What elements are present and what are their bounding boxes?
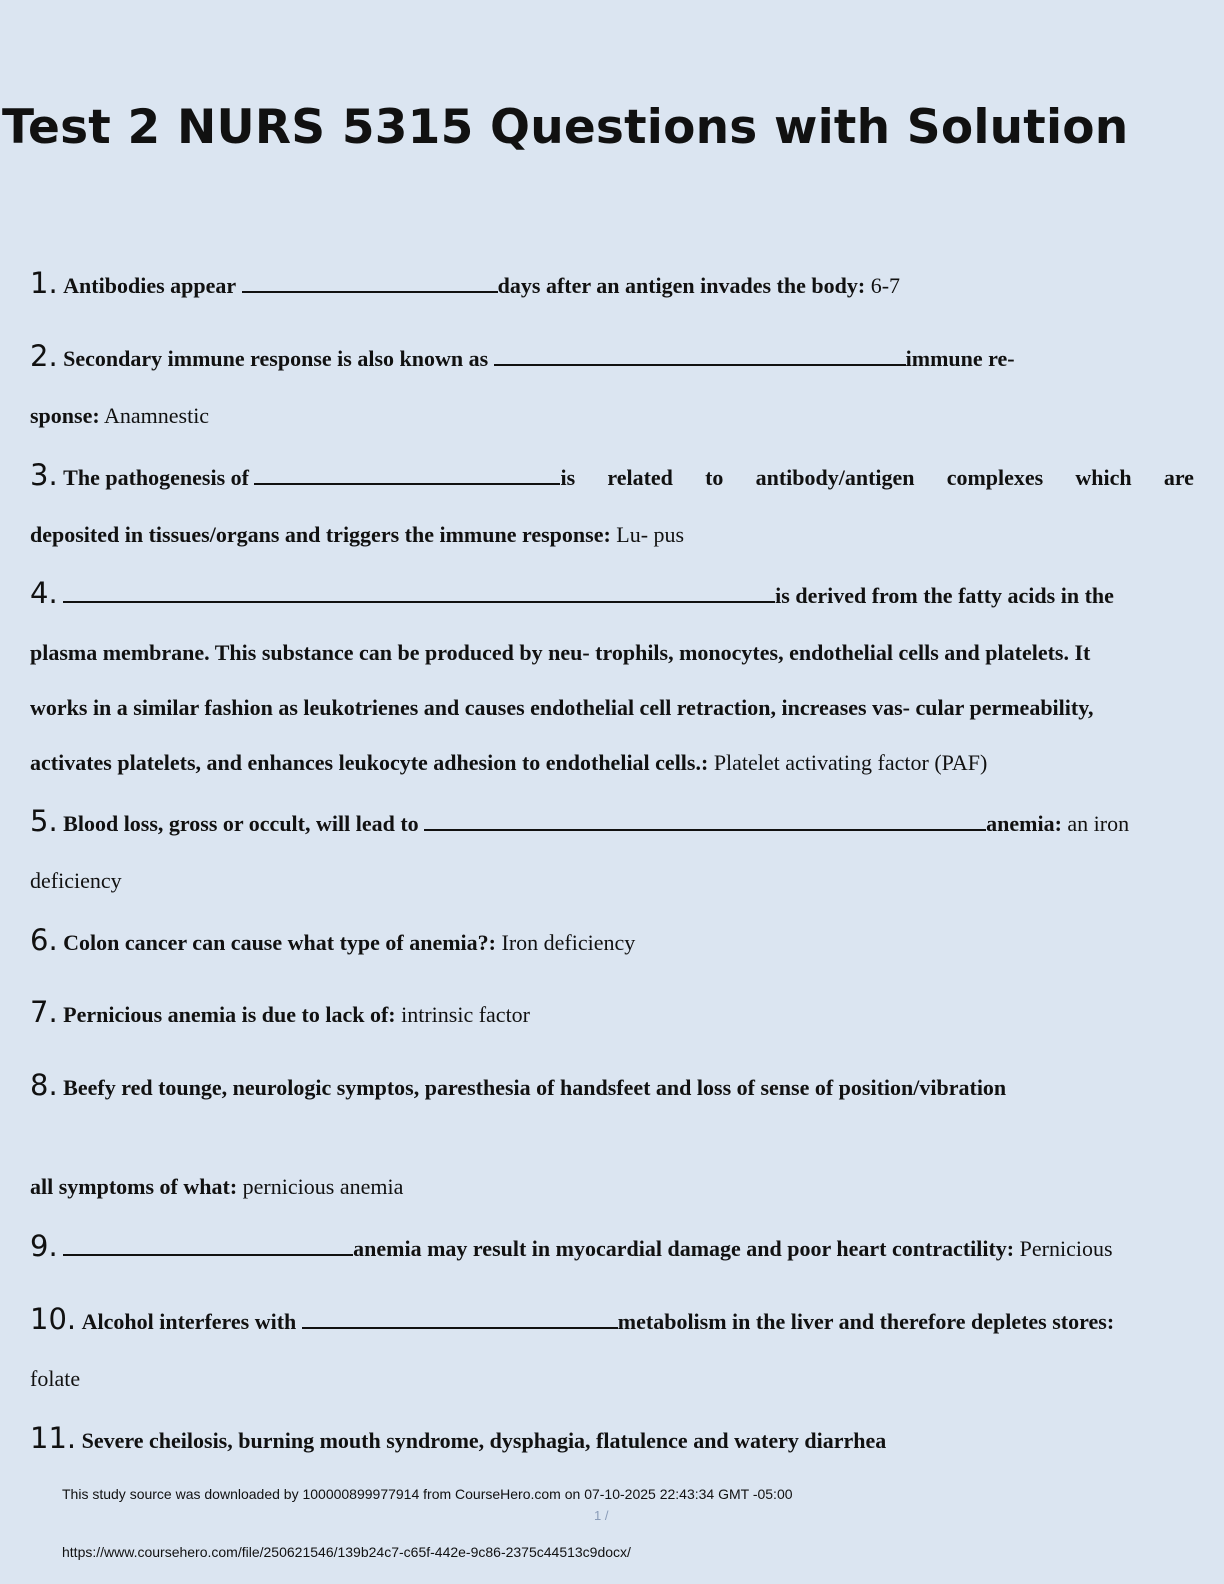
question-3	[30, 460, 1194, 493]
answer-blank	[302, 1307, 618, 1329]
question-text: Pernicious anemia is due to lack of:	[63, 1002, 396, 1027]
answer-text: pernicious anemia	[242, 1174, 404, 1199]
question-4-line2: plasma membrane. This substance can be produced by neu- trophils, monocytes, endothelial cells and platelets. It	[30, 640, 1091, 665]
question-text: Alcohol interferes with	[81, 1309, 297, 1334]
question-text: Antibodies appear	[63, 273, 237, 298]
answer-blank	[254, 463, 560, 485]
question-number: 10.	[30, 1302, 77, 1336]
question-word: related	[607, 465, 673, 490]
footer-url[interactable]: https://www.coursehero.com/file/250621546/139b24c7-c65f-442e-9c86-2375c44513c9docx/	[62, 1544, 631, 1560]
answer-blank	[63, 581, 775, 603]
answer-text: intrinsic factor	[401, 1002, 531, 1027]
footer-source: This study source was downloaded by 100000899977914 from CourseHero.com on 07-10-2025 22:43:34 GMT -05:00	[62, 1486, 793, 1502]
question-text: sponse:	[30, 403, 100, 428]
question-11	[30, 1423, 1194, 1456]
page-title: Test 2 NURS 5315 Questions with Solution	[2, 100, 1129, 155]
question-word: is	[560, 465, 576, 490]
question-text: activates platelets, and enhances leukocyte adhesion to endothelial cells.:	[30, 750, 709, 775]
question-text: is derived from the fatty acids in the	[775, 583, 1114, 608]
question-8	[30, 1070, 1194, 1103]
question-3-cont	[30, 520, 1194, 550]
question-number: 2.	[30, 339, 58, 373]
question-9	[30, 1231, 1194, 1264]
answer-text: an iron	[1067, 811, 1130, 836]
question-word: complexes	[946, 465, 1044, 490]
answer-blank	[424, 809, 986, 831]
answer-text: Anamnestic	[103, 403, 210, 428]
question-number: 3.	[30, 458, 58, 492]
question-text: all symptoms of what:	[30, 1174, 238, 1199]
question-5-cont: deficiency	[30, 868, 122, 893]
page-number: 1 /	[594, 1508, 609, 1523]
question-text: immune re-	[905, 346, 1015, 371]
question-5	[30, 806, 1194, 839]
question-word: are	[1163, 465, 1194, 490]
answer-blank	[63, 1234, 353, 1256]
question-2-cont	[30, 401, 1194, 431]
question-number: 1.	[30, 266, 58, 300]
question-6	[30, 925, 1194, 958]
question-number: 7.	[30, 995, 58, 1029]
question-10	[30, 1304, 1194, 1337]
question-4	[30, 578, 1194, 611]
question-text: anemia:	[986, 811, 1062, 836]
question-4-line4	[30, 748, 1194, 778]
question-7	[30, 997, 1194, 1030]
question-text: anemia may result in myocardial damage and poor heart contractility:	[353, 1236, 1015, 1261]
question-word: antibody/antigen	[755, 465, 915, 490]
question-text: Colon cancer can cause what type of anemia?:	[63, 930, 496, 955]
question-8-cont	[30, 1172, 1194, 1202]
answer-text: Pernicious	[1019, 1236, 1113, 1261]
question-text: metabolism in the liver and therefore depletes stores:	[617, 1309, 1115, 1334]
question-10-answer: folate	[30, 1366, 81, 1391]
question-number: 6.	[30, 923, 58, 957]
question-text: Beefy red tounge, neurologic symptos, paresthesia of handsfeet and loss of sense of position/vibration	[63, 1075, 1007, 1100]
question-4-line3: works in a similar fashion as leukotrienes and causes endothelial cell retraction, increases vas- cular permeability,	[30, 695, 1094, 720]
question-text: deposited in tissues/organs and triggers the immune response:	[30, 522, 611, 547]
answer-text: 6-7	[870, 273, 901, 298]
answer-text: Platelet activating factor (PAF)	[713, 750, 988, 775]
question-word: to	[705, 465, 724, 490]
answer-blank	[242, 271, 498, 293]
question-text: days after an antigen invades the body:	[497, 273, 866, 298]
question-2	[30, 341, 1194, 374]
question-1	[30, 268, 1194, 301]
question-text: Severe cheilosis, burning mouth syndrome, dysphagia, flatulence and watery diarrhea	[81, 1428, 887, 1453]
question-word: which	[1075, 465, 1132, 490]
question-number: 4.	[30, 576, 58, 610]
question-number: 11.	[30, 1421, 77, 1455]
question-number: 5.	[30, 804, 58, 838]
question-text: The pathogenesis of	[63, 465, 249, 490]
question-number: 9.	[30, 1229, 58, 1263]
answer-blank	[494, 344, 906, 366]
question-text: Secondary immune response is also known as	[63, 346, 489, 371]
answer-text: Lu- pus	[616, 522, 685, 547]
question-text: Blood loss, gross or occult, will lead to	[63, 811, 419, 836]
answer-text: Iron deficiency	[501, 930, 636, 955]
question-number: 8.	[30, 1068, 58, 1102]
